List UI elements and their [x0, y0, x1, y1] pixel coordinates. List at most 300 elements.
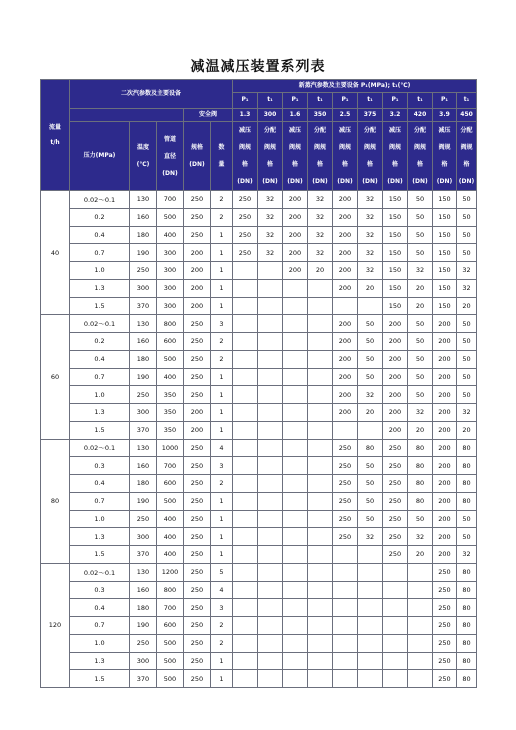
table-cell: 250 [433, 617, 457, 635]
table-cell [383, 634, 408, 652]
table-cell [233, 670, 258, 688]
temperature-header [130, 122, 157, 191]
table-cell: 300 [130, 404, 157, 422]
table-cell: 200 [283, 191, 308, 209]
table-cell: 200 [433, 386, 457, 404]
table-cell: 1 [211, 492, 233, 510]
table-cell [283, 297, 308, 315]
distribution-valve-spec-header-line: 分配 [413, 127, 426, 134]
table-cell [233, 634, 258, 652]
table-cell: 200 [184, 297, 211, 315]
table-cell [233, 439, 258, 457]
table-cell [283, 617, 308, 635]
reducing-valve-spec-header-line: 阀规 [438, 144, 451, 151]
reducing-valve-spec-header-line: (DN) [387, 178, 403, 185]
table-cell [258, 439, 283, 457]
table-cell: 3 [211, 599, 233, 617]
table-cell [258, 404, 283, 422]
distribution-valve-spec-header [308, 122, 333, 191]
reducing-valve-spec-header [333, 122, 358, 191]
reducing-valve-spec-header-line: 减压 [338, 127, 351, 134]
table-cell: 300 [130, 528, 157, 546]
table-cell: 0.7 [70, 492, 130, 510]
table-row [41, 581, 477, 599]
table-cell [358, 634, 383, 652]
table-cell [308, 652, 333, 670]
table-cell [233, 262, 258, 280]
distribution-valve-spec-header [408, 122, 433, 191]
distribution-valve-spec-header-line: 分配 [363, 127, 376, 134]
table-cell: 50 [457, 315, 477, 333]
table-cell: 200 [333, 191, 358, 209]
table-cell: 1 [211, 262, 233, 280]
table-cell: 150 [383, 226, 408, 244]
table-cell: 50 [408, 226, 433, 244]
table-cell [308, 546, 333, 564]
table-cell: 0.02～0.1 [70, 191, 130, 209]
table-cell [308, 581, 333, 599]
table-cell: 0.3 [70, 457, 130, 475]
table-cell: 80 [457, 599, 477, 617]
table-cell [333, 581, 358, 599]
table-cell: 200 [383, 315, 408, 333]
table-cell: 250 [184, 226, 211, 244]
table-cell: 32 [308, 226, 333, 244]
table-cell: 200 [433, 510, 457, 528]
table-cell: 0.7 [70, 368, 130, 386]
table-row [41, 226, 477, 244]
fresh-param-label: t₁ [358, 93, 383, 109]
table-cell: 1000 [157, 439, 184, 457]
table-cell: 0.2 [70, 333, 130, 351]
table-cell [308, 350, 333, 368]
reducing-valve-spec-header-line: 阀规 [288, 144, 301, 151]
table-cell [258, 652, 283, 670]
table-cell: 150 [383, 208, 408, 226]
table-cell [258, 350, 283, 368]
table-cell: 500 [157, 652, 184, 670]
table-cell: 50 [457, 208, 477, 226]
table-cell: 250 [184, 528, 211, 546]
reducing-valve-spec-header [233, 122, 258, 191]
table-row [41, 457, 477, 475]
table-cell: 20 [457, 421, 477, 439]
table-cell: 1.5 [70, 670, 130, 688]
table-cell: 50 [358, 457, 383, 475]
table-cell: 200 [184, 421, 211, 439]
table-cell: 250 [333, 457, 358, 475]
table-cell [333, 634, 358, 652]
table-cell: 150 [433, 208, 457, 226]
table-cell: 1.5 [70, 421, 130, 439]
table-cell [383, 670, 408, 688]
table-cell: 1200 [157, 563, 184, 581]
table-cell: 180 [130, 599, 157, 617]
table-row [41, 492, 477, 510]
table-cell: 200 [333, 279, 358, 297]
table-cell: 32 [358, 244, 383, 262]
flow-cell: 40 [41, 191, 70, 315]
fresh-param-value: 350 [308, 109, 333, 122]
reducing-valve-spec-header-line: 减压 [288, 127, 301, 134]
table-cell: 80 [457, 475, 477, 493]
table-cell: 300 [130, 279, 157, 297]
table-cell: 20 [308, 262, 333, 280]
table-cell: 200 [333, 404, 358, 422]
table-cell: 200 [433, 439, 457, 457]
table-cell: 250 [184, 333, 211, 351]
table-cell [283, 581, 308, 599]
table-cell: 32 [457, 262, 477, 280]
table-cell: 250 [233, 208, 258, 226]
table-cell [258, 333, 283, 351]
table-cell: 1.5 [70, 297, 130, 315]
table-cell [408, 617, 433, 635]
valve-spec-header-line: (DN) [189, 161, 205, 168]
table-cell: 0.3 [70, 581, 130, 599]
table-cell: 0.4 [70, 226, 130, 244]
table-cell: 500 [157, 208, 184, 226]
table-cell [333, 599, 358, 617]
table-row [41, 617, 477, 635]
table-cell: 80 [408, 475, 433, 493]
table-cell: 130 [130, 191, 157, 209]
table-cell: 250 [383, 528, 408, 546]
table-cell: 20 [358, 279, 383, 297]
table-row [41, 421, 477, 439]
flow-cell: 80 [41, 439, 70, 563]
distribution-valve-spec-header-line: 格 [266, 161, 273, 168]
table-cell: 250 [184, 315, 211, 333]
table-cell [283, 670, 308, 688]
table-cell: 200 [383, 333, 408, 351]
table-cell: 800 [157, 581, 184, 599]
table-cell: 1 [211, 244, 233, 262]
table-row [41, 208, 477, 226]
distribution-valve-spec-header-line: 格 [366, 161, 373, 168]
table-cell [358, 617, 383, 635]
distribution-valve-spec-header-line: 阀规 [263, 144, 276, 151]
table-cell [283, 386, 308, 404]
table-cell [333, 670, 358, 688]
distribution-valve-spec-header-line: 格 [416, 161, 423, 168]
reducing-valve-spec-header [433, 122, 457, 191]
reducing-valve-spec-header [383, 122, 408, 191]
table-cell: 250 [184, 208, 211, 226]
table-cell: 350 [157, 421, 184, 439]
table-cell: 180 [130, 226, 157, 244]
table-cell: 3 [211, 457, 233, 475]
table-cell [283, 315, 308, 333]
table-cell: 50 [457, 244, 477, 262]
table-cell [233, 350, 258, 368]
pressure-header: 压力(MPa) [70, 122, 130, 191]
fresh-param-value: 300 [258, 109, 283, 122]
reducing-valve-spec-header-line: (DN) [287, 178, 303, 185]
table-cell [233, 297, 258, 315]
table-cell: 1 [211, 404, 233, 422]
fresh-param-label: P₁ [283, 93, 308, 109]
table-cell: 32 [408, 528, 433, 546]
table-cell: 32 [258, 226, 283, 244]
table-cell: 370 [130, 421, 157, 439]
table-cell: 150 [433, 262, 457, 280]
table-cell: 1.3 [70, 404, 130, 422]
table-cell: 50 [358, 368, 383, 386]
table-cell: 200 [283, 208, 308, 226]
table-cell: 0.7 [70, 244, 130, 262]
table-cell: 50 [358, 510, 383, 528]
reducing-valve-spec-header-line: 减压 [438, 127, 451, 134]
table-cell [308, 634, 333, 652]
table-cell: 250 [184, 599, 211, 617]
table-cell [358, 670, 383, 688]
table-cell: 250 [184, 634, 211, 652]
table-cell [233, 475, 258, 493]
reducing-valve-spec-header-line: 减压 [388, 127, 401, 134]
table-cell [333, 421, 358, 439]
table-cell [233, 528, 258, 546]
table-cell [383, 617, 408, 635]
table-cell: 250 [184, 457, 211, 475]
table-cell: 150 [383, 191, 408, 209]
fresh-param-value: 1.3 [233, 109, 258, 122]
table-cell [308, 670, 333, 688]
reducing-valve-spec-header-line: 格 [291, 161, 298, 168]
table-cell: 0.4 [70, 350, 130, 368]
table-cell [233, 652, 258, 670]
table-cell [233, 421, 258, 439]
table-cell [283, 421, 308, 439]
table-cell: 250 [383, 492, 408, 510]
table-cell: 50 [408, 191, 433, 209]
valve-spec-header [184, 122, 211, 191]
table-cell: 20 [358, 404, 383, 422]
table-cell: 160 [130, 457, 157, 475]
table-cell: 200 [433, 315, 457, 333]
table-cell: 80 [457, 652, 477, 670]
table-cell: 700 [157, 457, 184, 475]
pipe-diameter-header [157, 122, 184, 191]
distribution-valve-spec-header-line: (DN) [362, 178, 378, 185]
table-cell [233, 368, 258, 386]
table-cell: 32 [358, 528, 383, 546]
table-cell: 1 [211, 297, 233, 315]
table-cell [358, 563, 383, 581]
table-cell [333, 652, 358, 670]
table-cell [383, 652, 408, 670]
table-cell: 32 [358, 208, 383, 226]
table-cell: 1.0 [70, 262, 130, 280]
table-cell: 160 [130, 208, 157, 226]
table-cell: 32 [457, 404, 477, 422]
table-cell [258, 528, 283, 546]
table-row [41, 528, 477, 546]
table-cell: 250 [433, 563, 457, 581]
table-cell: 200 [333, 368, 358, 386]
table-cell: 80 [457, 457, 477, 475]
temperature-header-line: 温度 [136, 144, 149, 151]
table-cell: 200 [433, 368, 457, 386]
table-cell: 50 [408, 208, 433, 226]
table-cell [258, 634, 283, 652]
table-cell [233, 510, 258, 528]
table-cell: 2 [211, 475, 233, 493]
table-cell: 200 [383, 386, 408, 404]
table-cell: 32 [408, 404, 433, 422]
table-cell: 50 [457, 350, 477, 368]
reducing-valve-spec-header-line: 阀规 [388, 144, 401, 151]
distribution-valve-spec-header [358, 122, 383, 191]
distribution-valve-spec-header-line: 阀规 [413, 144, 426, 151]
table-cell [283, 350, 308, 368]
table-cell: 370 [130, 546, 157, 564]
table-cell [283, 492, 308, 510]
table-cell: 400 [157, 226, 184, 244]
table-cell: 32 [258, 191, 283, 209]
table-cell: 4 [211, 581, 233, 599]
table-cell: 1.3 [70, 279, 130, 297]
table-cell [283, 439, 308, 457]
distribution-valve-spec-header-line: 格 [463, 161, 470, 168]
table-cell: 370 [130, 297, 157, 315]
table-cell: 130 [130, 315, 157, 333]
table-cell: 200 [333, 315, 358, 333]
table-cell: 1.3 [70, 652, 130, 670]
table-cell: 200 [433, 475, 457, 493]
table-cell: 150 [433, 226, 457, 244]
table-cell: 32 [358, 191, 383, 209]
distribution-valve-spec-header-line: 分配 [263, 127, 276, 134]
table-cell [258, 262, 283, 280]
table-cell: 50 [358, 315, 383, 333]
table-cell: 150 [433, 244, 457, 262]
table-cell: 1 [211, 546, 233, 564]
table-cell: 250 [383, 546, 408, 564]
table-cell: 50 [408, 386, 433, 404]
table-cell: 200 [433, 457, 457, 475]
fresh-param-label: P₁ [233, 93, 258, 109]
table-cell: 32 [258, 208, 283, 226]
fresh-param-value: 1.6 [283, 109, 308, 122]
table-cell: 250 [184, 350, 211, 368]
table-cell [383, 581, 408, 599]
table-cell [283, 634, 308, 652]
table-cell: 200 [283, 226, 308, 244]
table-cell: 250 [184, 368, 211, 386]
table-cell [258, 457, 283, 475]
table-cell [308, 528, 333, 546]
reducing-valve-spec-header-line: 减压 [238, 127, 251, 134]
table-cell: 250 [184, 191, 211, 209]
table-cell: 150 [383, 279, 408, 297]
table-cell: 80 [457, 670, 477, 688]
fresh-param-value: 2.5 [333, 109, 358, 122]
table-cell [408, 652, 433, 670]
valve-qty-header [211, 122, 233, 191]
table-cell: 250 [184, 617, 211, 635]
fresh-param-value: 420 [408, 109, 433, 122]
table-cell [308, 386, 333, 404]
table-cell: 32 [358, 262, 383, 280]
table-cell: 190 [130, 617, 157, 635]
table-cell: 1 [211, 652, 233, 670]
table-cell: 50 [457, 191, 477, 209]
fresh-param-label: t₁ [408, 93, 433, 109]
table-cell [233, 492, 258, 510]
distribution-valve-spec-header [258, 122, 283, 191]
table-cell: 200 [433, 492, 457, 510]
table-cell: 2 [211, 617, 233, 635]
table-cell: 250 [233, 191, 258, 209]
table-cell [308, 563, 333, 581]
fresh-param-label: t₁ [457, 93, 477, 109]
table-cell: 200 [184, 404, 211, 422]
table-cell: 200 [383, 421, 408, 439]
table-row [41, 350, 477, 368]
table-cell: 50 [358, 475, 383, 493]
fresh-param-label: P₁ [433, 93, 457, 109]
table-cell: 250 [184, 439, 211, 457]
table-cell: 32 [457, 279, 477, 297]
table-cell: 200 [433, 333, 457, 351]
table-cell: 180 [130, 350, 157, 368]
distribution-valve-spec-header-line: (DN) [312, 178, 328, 185]
pipe-diameter-header-line: (DN) [162, 169, 178, 177]
table-cell [283, 368, 308, 386]
table-cell: 80 [457, 581, 477, 599]
table-cell: 250 [184, 492, 211, 510]
fresh-param-value: 3.9 [433, 109, 457, 122]
table-cell [308, 404, 333, 422]
table-cell: 600 [157, 475, 184, 493]
table-cell: 500 [157, 492, 184, 510]
sub-header-row [41, 122, 477, 191]
table-cell [233, 563, 258, 581]
table-cell: 32 [358, 386, 383, 404]
table-cell: 500 [157, 350, 184, 368]
table-row [41, 244, 477, 262]
table-cell: 150 [383, 262, 408, 280]
table-cell: 800 [157, 315, 184, 333]
reducing-valve-spec-header-line: 格 [341, 161, 348, 168]
table-cell: 3 [211, 315, 233, 333]
table-cell [308, 599, 333, 617]
table-cell [258, 546, 283, 564]
table-cell: 250 [184, 581, 211, 599]
flow-cell: 120 [41, 563, 70, 687]
table-cell [258, 368, 283, 386]
table-row [41, 386, 477, 404]
distribution-valve-spec-header-line: (DN) [262, 178, 278, 185]
table-cell [233, 279, 258, 297]
table-row [41, 333, 477, 351]
table-cell [308, 475, 333, 493]
table-cell: 1 [211, 279, 233, 297]
table-cell: 150 [383, 244, 408, 262]
table-cell [408, 599, 433, 617]
table-cell: 250 [433, 599, 457, 617]
table-cell: 130 [130, 563, 157, 581]
table-cell: 400 [157, 546, 184, 564]
secondary-steam-group-header: 二次汽参数及主要设备 [70, 80, 233, 109]
table-row [41, 279, 477, 297]
reducing-valve-spec-header-line: (DN) [237, 178, 253, 185]
table-cell: 20 [408, 279, 433, 297]
table-cell: 50 [457, 226, 477, 244]
table-cell: 50 [457, 528, 477, 546]
table-cell: 200 [283, 244, 308, 262]
